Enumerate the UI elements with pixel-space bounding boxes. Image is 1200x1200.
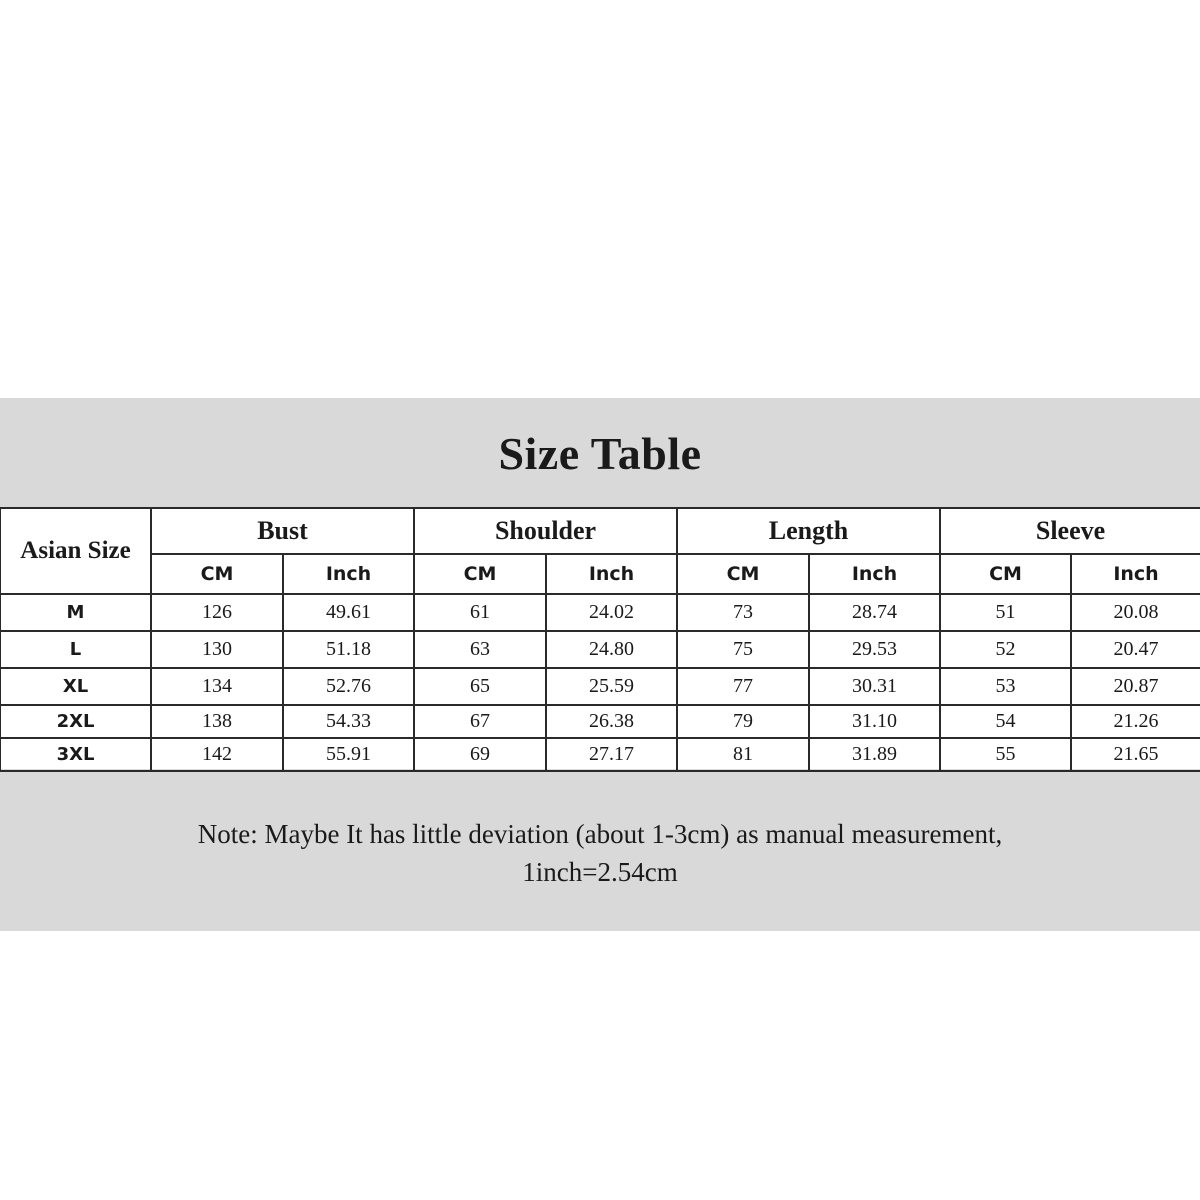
- table-cell: 53: [940, 668, 1071, 705]
- table-cell: 54.33: [283, 705, 414, 738]
- table-cell: 20.47: [1071, 631, 1200, 668]
- table-cell: 77: [677, 668, 809, 705]
- note-line-1: Note: Maybe It has little deviation (about 1-3cm) as manual measurement,: [197, 819, 1003, 849]
- table-row: [0, 668, 1200, 705]
- table-cell: 75: [677, 631, 809, 668]
- table-cell: 65: [414, 668, 546, 705]
- page-title: Size Table: [498, 428, 702, 479]
- table-cell: 31.10: [809, 705, 940, 738]
- table-cell: 134: [151, 668, 283, 705]
- length-header: Length: [677, 508, 940, 554]
- sleeve-header: Sleeve: [940, 508, 1200, 554]
- unit-header: Inch: [1071, 554, 1200, 594]
- table-row: [0, 594, 1200, 631]
- table-row: [0, 631, 1200, 668]
- table-cell: 130: [151, 631, 283, 668]
- table-cell: 31.89: [809, 738, 940, 771]
- table-cell: 25.59: [546, 668, 677, 705]
- table-cell: 52: [940, 631, 1071, 668]
- size-label: L: [0, 631, 151, 668]
- table-cell: 30.31: [809, 668, 940, 705]
- size-label: 3XL: [0, 738, 151, 771]
- table-header-row-groups: [0, 508, 1200, 554]
- table-row: [0, 738, 1200, 771]
- unit-header: CM: [151, 554, 283, 594]
- table-cell: 28.74: [809, 594, 940, 631]
- table-row: [0, 705, 1200, 738]
- table-cell: 20.87: [1071, 668, 1200, 705]
- table-cell: 51: [940, 594, 1071, 631]
- unit-header: CM: [677, 554, 809, 594]
- table-cell: 54: [940, 705, 1071, 738]
- table-cell: 63: [414, 631, 546, 668]
- table-cell: 81: [677, 738, 809, 771]
- table-cell: 142: [151, 738, 283, 771]
- table-cell: 51.18: [283, 631, 414, 668]
- table-cell: 21.65: [1071, 738, 1200, 771]
- size-label: M: [0, 594, 151, 631]
- table-cell: 24.02: [546, 594, 677, 631]
- table-cell: 29.53: [809, 631, 940, 668]
- unit-header: Inch: [283, 554, 414, 594]
- table-cell: 55: [940, 738, 1071, 771]
- table-cell: 61: [414, 594, 546, 631]
- unit-header: CM: [414, 554, 546, 594]
- size-table: [0, 507, 1200, 772]
- measurement-note: [0, 815, 1200, 891]
- table-cell: 138: [151, 705, 283, 738]
- size-label: 2XL: [0, 705, 151, 738]
- table-cell: 52.76: [283, 668, 414, 705]
- size-label: XL: [0, 668, 151, 705]
- table-cell: 20.08: [1071, 594, 1200, 631]
- table-cell: 26.38: [546, 705, 677, 738]
- shoulder-header: Shoulder: [414, 508, 677, 554]
- table-cell: 67: [414, 705, 546, 738]
- note-line-2: 1inch=2.54cm: [522, 857, 678, 887]
- bust-header: Bust: [151, 508, 414, 554]
- table-cell: 73: [677, 594, 809, 631]
- unit-header: Inch: [546, 554, 677, 594]
- table-cell: 55.91: [283, 738, 414, 771]
- table-cell: 126: [151, 594, 283, 631]
- table-cell: 79: [677, 705, 809, 738]
- table-cell: 49.61: [283, 594, 414, 631]
- asian-size-header: Asian Size: [0, 508, 151, 594]
- table-cell: 69: [414, 738, 546, 771]
- size-table-container: [0, 507, 1200, 769]
- table-cell: 21.26: [1071, 705, 1200, 738]
- unit-header: CM: [940, 554, 1071, 594]
- table-cell: 27.17: [546, 738, 677, 771]
- unit-header: Inch: [809, 554, 940, 594]
- table-header-row-units: [0, 554, 1200, 594]
- table-cell: 24.80: [546, 631, 677, 668]
